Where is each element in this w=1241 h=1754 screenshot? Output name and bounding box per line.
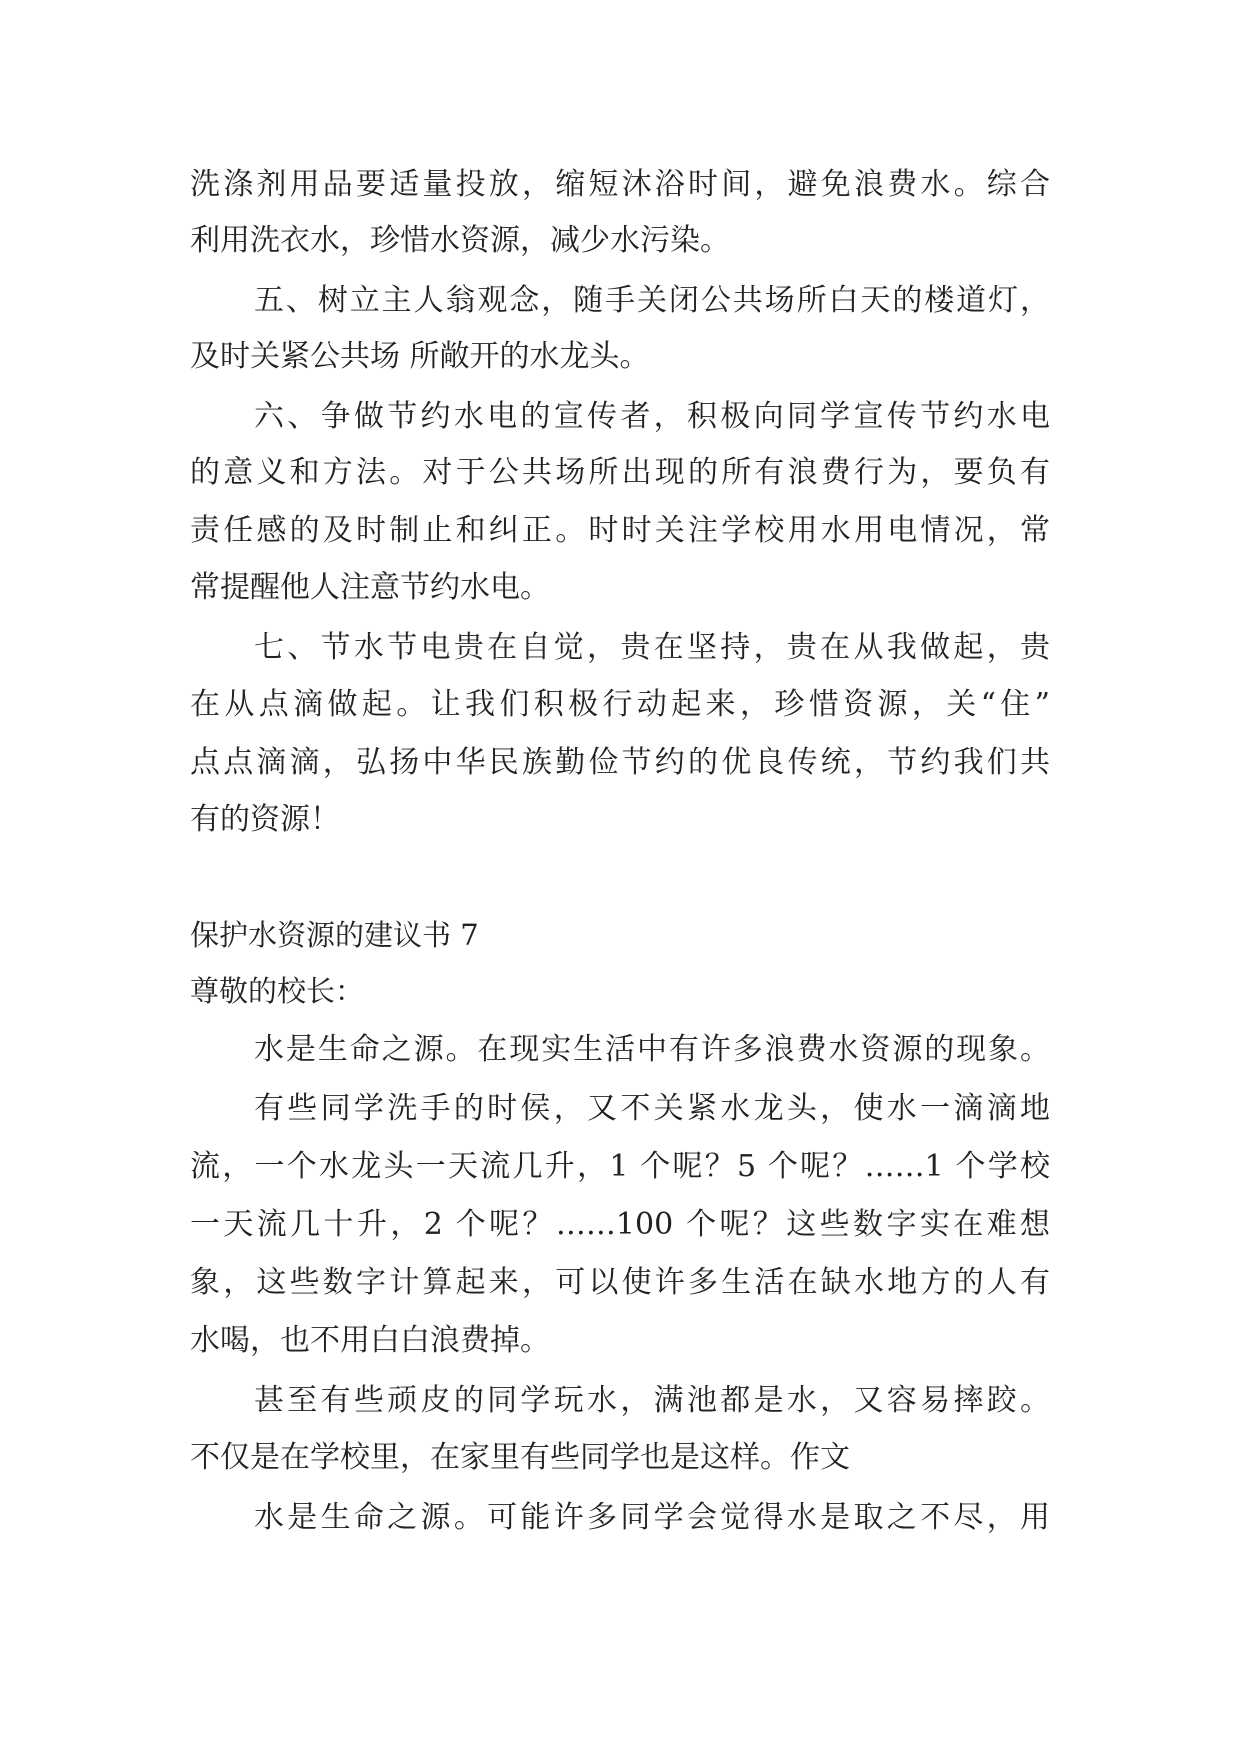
text-line: 一天流几十升，2 个呢？……100 个呢？这些数字实在难想 bbox=[190, 1207, 1050, 1242]
text-line: 洗涤剂用品要适量投放，缩短沐浴时间，避免浪费水。综合 bbox=[190, 167, 1050, 202]
section-title: 保护水资源的建议书 7 bbox=[190, 918, 479, 952]
paragraph-7-line: 七、节水节电贵在自觉，贵在坚持，贵在从我做起，贵 bbox=[254, 630, 1050, 665]
text-line: 及时关紧公共场 所敞开的水龙头。 bbox=[190, 339, 650, 374]
paragraph-line: 有些同学洗手的时侯，又不关紧水龙头，使水一滴滴地 bbox=[254, 1091, 1050, 1126]
text-line: 的意义和方法。对于公共场所出现的所有浪费行为，要负有 bbox=[190, 455, 1050, 490]
paragraph-line: 水是生命之源。可能许多同学会觉得水是取之不尽，用 bbox=[254, 1500, 1050, 1535]
paragraph-5-line: 五、树立主人翁观念，随手关闭公共场所白天的楼道灯， bbox=[254, 283, 1050, 318]
text-line: 点点滴滴，弘扬中华民族勤俭节约的优良传统，节约我们共 bbox=[190, 745, 1050, 780]
paragraph-line: 甚至有些顽皮的同学玩水，满池都是水，又容易摔跤。 bbox=[254, 1383, 1050, 1418]
text-line: 水喝，也不用白白浪费掉。 bbox=[190, 1323, 550, 1358]
text-line: 象，这些数字计算起来，可以使许多生活在缺水地方的人有 bbox=[190, 1265, 1050, 1300]
text-line: 流，一个水龙头一天流几升，1 个呢？5 个呢？……1 个学校 bbox=[190, 1149, 1050, 1184]
text-line: 不仅是在学校里，在家里有些同学也是这样。作文 bbox=[190, 1440, 850, 1475]
salutation: 尊敬的校长： bbox=[190, 974, 365, 1008]
text-line: 常提醒他人注意节约水电。 bbox=[190, 570, 550, 605]
paragraph-line: 水是生命之源。在现实生活中有许多浪费水资源的现象。 bbox=[254, 1032, 1050, 1067]
text-line: 有的资源！ bbox=[190, 802, 340, 837]
text-line: 利用洗衣水，珍惜水资源，减少水污染。 bbox=[190, 223, 730, 258]
paragraph-6-line: 六、争做节约水电的宣传者，积极向同学宣传节约水电 bbox=[254, 399, 1050, 434]
text-line: 责任感的及时制止和纠正。时时关注学校用水用电情况，常 bbox=[190, 513, 1050, 548]
text-line: 在从点滴做起。让我们积极行动起来，珍惜资源，关“住” bbox=[190, 687, 1050, 722]
